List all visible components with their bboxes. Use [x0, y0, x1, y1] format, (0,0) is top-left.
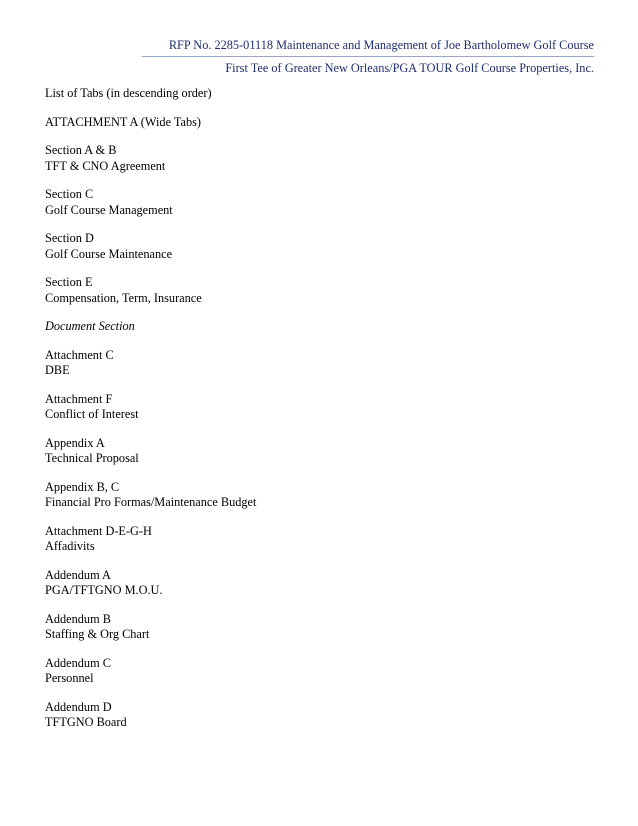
list-item [45, 656, 594, 687]
list-item-subtitle: Staffing & Org Chart [45, 627, 150, 641]
list-item-subtitle: Technical Proposal [45, 451, 139, 465]
list-item [45, 524, 594, 555]
list-item [45, 700, 594, 731]
list-item-subtitle: PGA/TFTGNO M.O.U. [45, 583, 163, 597]
header-organization: First Tee of Greater New Orleans/PGA TOUR Golf Course Properties, Inc. [225, 61, 594, 75]
list-item [45, 612, 594, 643]
list-item [45, 436, 594, 467]
list-item-title: Section C [45, 187, 94, 201]
list-item-title: Addendum A [45, 567, 111, 582]
list-item-title: Addendum D [45, 699, 112, 714]
list-item-subtitle: Personnel [45, 671, 94, 685]
list-item-subtitle: Golf Course Maintenance [45, 246, 173, 261]
list-item [45, 392, 594, 423]
list-item-subtitle: Conflict of Interest [45, 407, 139, 421]
list-item-title: Attachment C [45, 347, 114, 362]
list-item-title: Section A & B [45, 143, 117, 157]
document-body [45, 86, 594, 744]
list-item-title: Section D [45, 231, 94, 245]
list-item-subtitle: Golf Course Management [45, 202, 173, 217]
list-item [45, 568, 594, 599]
list-item-subtitle: Affadivits [45, 539, 95, 553]
list-item [45, 231, 594, 262]
list-item-title: Attachment F [45, 391, 113, 406]
page-header [44, 36, 594, 77]
list-item-subtitle: Compensation, Term, Insurance [45, 290, 202, 305]
list-item-title: Section E [45, 275, 93, 289]
list-item [45, 275, 594, 306]
attachment-a-heading: ATTACHMENT A (Wide Tabs) [45, 114, 202, 129]
list-item [45, 480, 594, 511]
list-item [45, 143, 594, 174]
list-item [45, 348, 594, 379]
list-item-subtitle: Financial Pro Formas/Maintenance Budget [45, 495, 257, 509]
list-item [45, 187, 594, 218]
list-item-title: Appendix A [45, 435, 105, 450]
header-rfp-title: RFP No. 2285-01118 Maintenance and Management of Joe Bartholomew Golf Course [168, 38, 594, 52]
list-item-title: Addendum B [45, 611, 111, 626]
list-item-subtitle: TFTGNO Board [45, 715, 127, 729]
list-intro: List of Tabs (in descending order) [45, 86, 212, 100]
list-item-title: Appendix B, C [45, 479, 120, 494]
document-section-heading: Document Section [45, 319, 135, 333]
list-item-subtitle: DBE [45, 363, 70, 377]
list-item-title: Addendum C [45, 655, 111, 670]
list-item-subtitle: TFT & CNO Agreement [45, 158, 166, 173]
list-item-title: Attachment D-E-G-H [45, 523, 152, 538]
